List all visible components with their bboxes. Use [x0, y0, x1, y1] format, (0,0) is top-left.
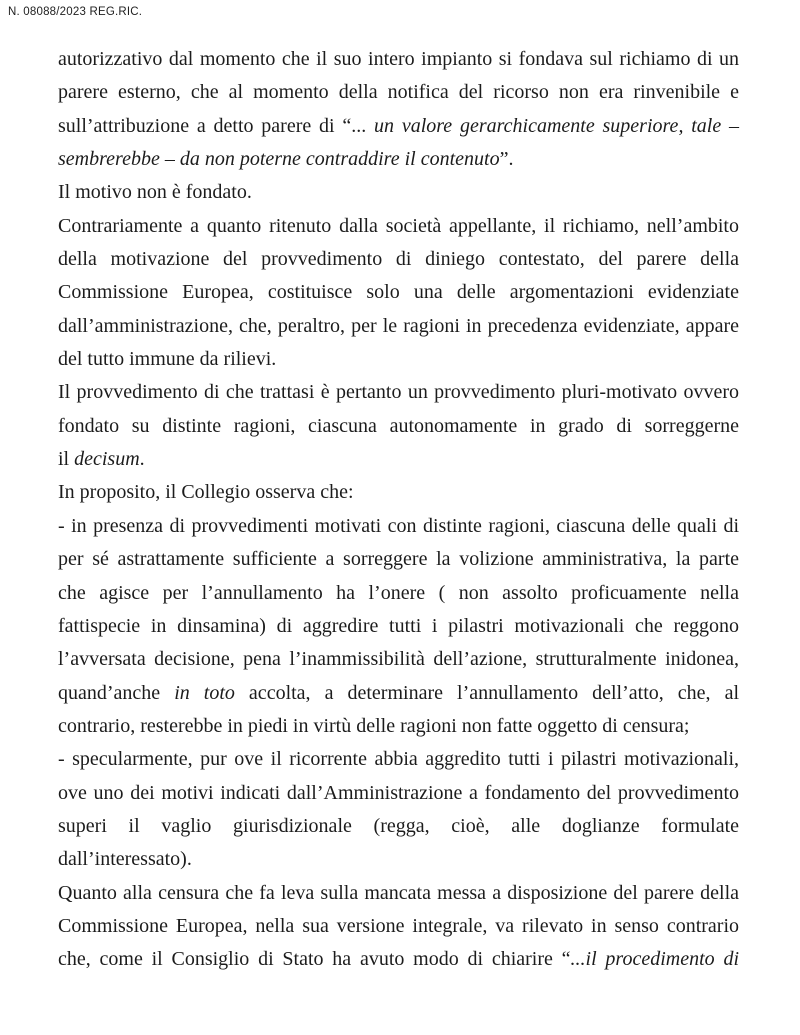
text-run: che agisce per l’annullamento ha l’onere ( non assolto proficuamente nella [58, 581, 739, 604]
text-run: ”. [499, 148, 514, 171]
text-run: parere esterno, che al momento della notifica del ricorso non era rinvenibile e [58, 81, 739, 104]
text-run: Il provvedimento di che trattasi è pertanto un provvedimento pluri-motivato ovvero [58, 381, 739, 404]
text-run: decisum [74, 448, 140, 471]
text-run: dall’interessato). [58, 848, 192, 871]
text-line [58, 210, 739, 243]
text-run: del tutto immune da rilievi. [58, 348, 277, 371]
text-line [58, 777, 739, 810]
text-line [58, 577, 739, 610]
text-run: sembrerebbe – da non poterne contraddire il contenuto [58, 148, 500, 171]
text-line [58, 476, 739, 509]
text-line [58, 110, 739, 143]
text-run: dall’amministrazione, che, peraltro, per le ragioni in precedenza evidenziate, appare [58, 314, 739, 337]
text-run: per sé astrattamente sufficiente a sorreggere la volizione amministrativa, la parte [58, 548, 739, 571]
text-line [58, 810, 739, 843]
text-line [58, 443, 739, 476]
text-line [58, 310, 739, 343]
text-run: fattispecie in dinsamina) di aggredire tutti i pilastri motivazionali che reggono [58, 614, 739, 637]
text-run: - in presenza di provvedimenti motivati con distinte ragioni, ciascuna delle quali di [58, 514, 739, 537]
text-run: in toto [174, 681, 235, 704]
text-line [58, 243, 739, 276]
text-run: sull’attribuzione a detto parere di “... [58, 114, 375, 137]
text-line [58, 610, 739, 643]
text-line [58, 76, 739, 109]
text-line [58, 276, 739, 309]
text-run: l’avversata decisione, pena l’inammissibilità dell’azione, strutturalmente inidonea, [58, 648, 739, 671]
text-line [58, 43, 739, 76]
text-line [58, 643, 739, 676]
text-line [58, 510, 739, 543]
text-run: Il motivo non è fondato. [58, 181, 252, 204]
text-run: - specularmente, pur ove il ricorrente abbia aggredito tutti i pilastri motivazionali, [58, 748, 739, 771]
text-line [58, 543, 739, 576]
text-line [58, 376, 739, 409]
text-line [58, 743, 739, 776]
text-line [58, 410, 739, 443]
text-run: della motivazione del provvedimento di diniego contestato, del parere della [58, 248, 739, 271]
text-run: accolta, a determinare l’annullamento dell’atto, che, al [234, 681, 739, 704]
text-run: quand’anche [58, 681, 175, 704]
text-line [58, 710, 739, 743]
text-run: . [139, 448, 145, 471]
text-run: il [58, 448, 75, 471]
text-run: In proposito, il Collegio osserva che: [58, 481, 354, 504]
text-run: che, come il Consiglio di Stato ha avuto modo di chiarire “ [58, 948, 571, 971]
text-run: ...il procedimento di [570, 948, 739, 971]
text-run: ove uno dei motivi indicati dall’Amministrazione a fondamento del provvedimento [58, 781, 739, 804]
text-line [58, 176, 739, 209]
case-number-header: N. 08088/2023 REG.RIC. [8, 6, 143, 18]
text-run: Commissione Europea, costituisce solo una delle argomentazioni evidenziate [58, 281, 739, 304]
text-line [58, 677, 739, 710]
text-run: Commissione Europea, nella sua versione integrale, va rilevato in senso contrario [58, 914, 739, 937]
text-run: autorizzativo dal momento che il suo intero impianto si fondava sul richiamo di un [58, 48, 739, 70]
text-run: un valore gerarchicamente superiore, tale – [374, 114, 739, 137]
text-line [58, 843, 739, 876]
text-run: superi il vaglio giurisdizionale (regga, cioè, alle doglianze formulate [58, 814, 739, 837]
text-line [58, 910, 739, 943]
text-run: contrario, resterebbe in piedi in virtù delle ragioni non fatte oggetto di censura; [58, 714, 690, 737]
text-line [58, 877, 739, 910]
text-line [58, 343, 739, 376]
text-line [58, 943, 739, 976]
text-run: Quanto alla censura che fa leva sulla mancata messa a disposizione del parere della [58, 881, 739, 904]
text-run: Contrariamente a quanto ritenuto dalla società appellante, il richiamo, nell’ambito [58, 214, 739, 237]
text-run: fondato su distinte ragioni, ciascuna autonomamente in grado di sorreggerne [58, 414, 739, 437]
text-line [58, 143, 739, 176]
document-body [58, 43, 739, 977]
